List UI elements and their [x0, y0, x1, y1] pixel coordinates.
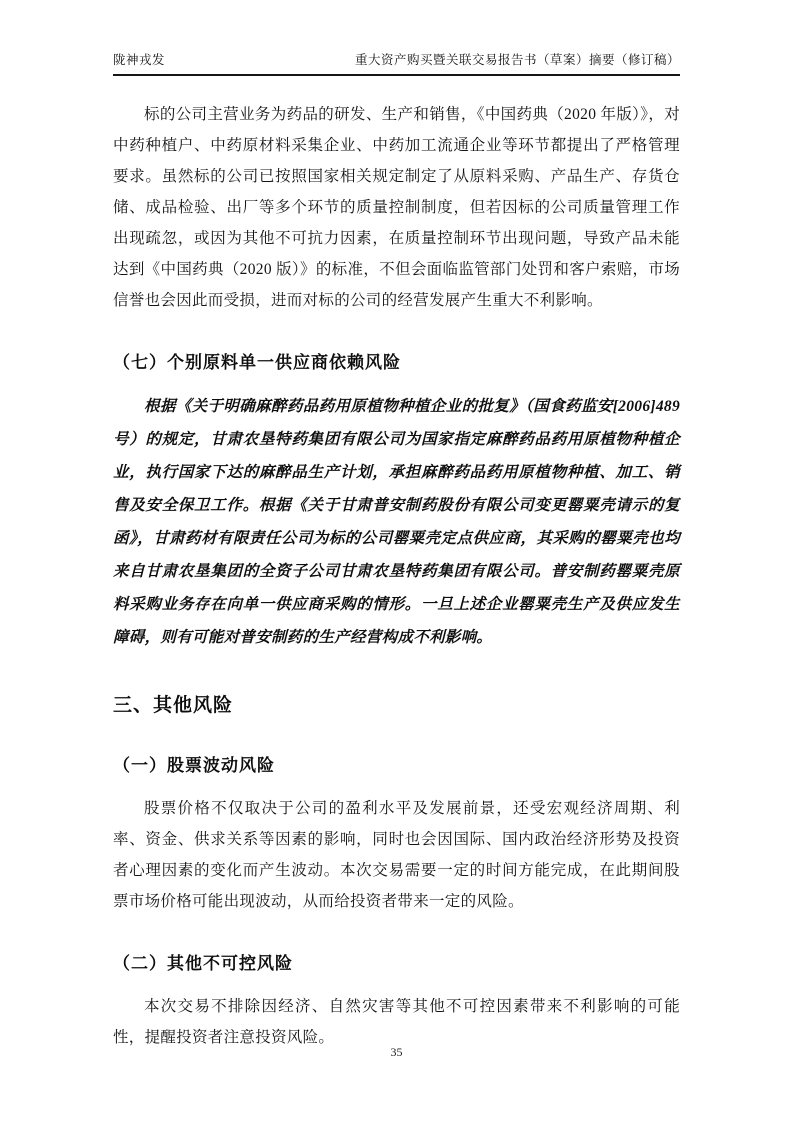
paragraph-quality-risk: 标的公司主营业务为药品的研发、生产和销售，《中国药典（2020 年版）》，对中药种植户、中药原材料采集企业、中药加工流通企业等环节都提出了严格管理要求。虽然标的公司已按照国家相关规定制定了从原料采购、产品生产、存货仓储、成品检验、出厂等多个环节的质量控制制度，但若因标的公司质量管理工作出现疏忽，或因为其他不可抗力因素，在质量控制环节出现问题，导致产品未能达到《中国药典（2020 版）》的标准，不但会面临监管部门处罚和客户索赔，市场信誉也会因此而受损，进而对标的公司的经营发展产生重大不利影响。	[113, 106, 680, 309]
heading-section-7-supplier-dependence-risk: （七）个别原料单一供应商依赖风险	[113, 353, 401, 372]
document-body	[113, 99, 680, 1053]
paragraph-uncontrollable-risk: 本次交易不排除因经济、自然灾害等其他不可控因素带来不利影响的可能性，提醒投资者注意投资风险。	[113, 998, 680, 1046]
heading-section-3-other-risks: 三、其他风险	[113, 695, 234, 716]
paragraph-stock-risk: 股票价格不仅取决于公司的盈利水平及发展前景，还受宏观经济周期、利率、资金、供求关系等因素的影响，同时也会因国际、国内政治经济形势及投资者心理因素的变化而产生波动。本次交易需要一定的时间方能完成，在此期间股票市场价格可能出现波动，从而给投资者带来一定的风险。	[113, 800, 680, 910]
header-company-name: 陇神戎发	[113, 53, 166, 67]
paragraph-supplier-risk: 根据《关于明确麻醉药品药用原植物种植企业的批复》（国食药监安[2006]489 号）的规定，甘肃农垦特药集团有限公司为国家指定麻醉药品药用原植物种植企业，执行国家下达的麻醉品生产计划，承担麻醉药品药用原植物种植、加工、销售及安全保卫工作。根据《关于甘肃普安制药股份有限公司变更罂粟壳请示的复函》，甘肃药材有限责任公司为标的公司罂粟壳定点供应商，其采购的罂粟壳也均来自甘肃农垦集团的全资子公司甘肃农垦特药集团有限公司。普安制药罂粟壳原料采购业务存在向单一供应商采购的情形。一旦上述企业罂粟壳生产及供应发生障碍，则有可能对普安制药的生产经营构成不利影响。	[113, 398, 680, 646]
heading-section-3-1-stock-volatility-risk: （一）股票波动风险	[113, 756, 275, 775]
page-header	[113, 50, 680, 76]
header-document-title: 重大资产购买暨关联交易报告书（草案）摘要（修订稿）	[354, 53, 680, 67]
page-number: 35	[390, 1045, 403, 1059]
page-footer	[0, 1045, 793, 1060]
heading-section-3-2-uncontrollable-risk: （二）其他不可控风险	[113, 954, 293, 973]
